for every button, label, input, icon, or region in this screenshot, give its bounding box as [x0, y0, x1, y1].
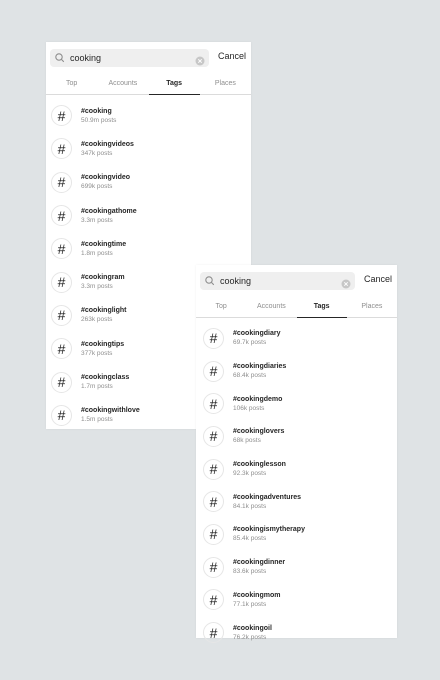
post-count: 699k posts	[81, 183, 113, 191]
hashtag-icon: #	[203, 491, 224, 512]
post-count: 347k posts	[81, 149, 113, 157]
tab-bar	[46, 74, 251, 95]
hashtag-icon: #	[51, 138, 72, 159]
post-count: 377k posts	[81, 349, 113, 357]
hashtag-icon: #	[51, 105, 72, 126]
hashtag-result-row[interactable]	[46, 232, 251, 265]
hashtag-icon: #	[203, 393, 224, 414]
hashtag-icon: #	[203, 361, 224, 382]
post-count: 3.3m posts	[81, 216, 113, 224]
post-count: 83.6k posts	[233, 568, 267, 576]
hashtag-result-row[interactable]	[196, 453, 397, 486]
search-panel-2	[196, 265, 397, 641]
tab-top[interactable]: Top	[65, 80, 78, 87]
hashtag-result-row[interactable]	[196, 420, 397, 453]
post-count: 77.1k posts	[233, 600, 267, 608]
hashtag-name: #cookingclass	[81, 374, 130, 382]
post-count: 84.1k posts	[233, 502, 267, 510]
tab-places[interactable]: Places	[361, 303, 383, 310]
results-list	[196, 318, 397, 649]
hashtag-name: #cookinglight	[81, 307, 127, 315]
search-bar	[46, 42, 251, 74]
clear-icon[interactable]	[195, 53, 205, 63]
tab-tags[interactable]: Tags	[149, 74, 200, 94]
tab-tags[interactable]: Tags	[297, 297, 347, 317]
post-count: 1.8m posts	[81, 249, 113, 257]
hashtag-icon: #	[51, 272, 72, 293]
hashtag-result-row[interactable]	[196, 551, 397, 584]
cancel-button[interactable]: Cancel	[217, 51, 246, 61]
hashtag-icon: #	[51, 405, 72, 426]
post-count: 85.4k posts	[233, 535, 267, 543]
hashtag-result-row[interactable]	[196, 584, 397, 617]
hashtag-result-row[interactable]	[196, 322, 397, 355]
hashtag-name: #cookingdiaries	[233, 363, 287, 371]
hashtag-icon: #	[51, 238, 72, 259]
hashtag-icon: #	[51, 205, 72, 226]
tab-accounts[interactable]: Accounts	[108, 80, 138, 87]
hashtag-result-row[interactable]	[46, 199, 251, 232]
cancel-button[interactable]: Cancel	[363, 274, 392, 284]
hashtag-result-row[interactable]	[46, 132, 251, 165]
post-count: 106k posts	[233, 404, 265, 412]
hashtag-icon: #	[51, 338, 72, 359]
hashtag-name: #cookingtime	[81, 240, 127, 248]
clear-icon[interactable]	[341, 276, 351, 286]
post-count: 263k posts	[81, 316, 113, 324]
hashtag-name: #cookingtips	[81, 340, 125, 348]
hashtag-result-row[interactable]	[196, 355, 397, 388]
hashtag-result-row[interactable]	[196, 518, 397, 551]
post-count: 92.3k posts	[233, 470, 267, 478]
post-count: 69.7k posts	[233, 339, 267, 347]
hashtag-name: #cookingmom	[233, 591, 281, 599]
search-input[interactable]	[67, 50, 185, 66]
post-count: 68.4k posts	[233, 372, 267, 380]
hashtag-name: #cookingwithlove	[81, 407, 140, 415]
hashtag-result-row[interactable]	[196, 485, 397, 518]
tab-bar	[196, 297, 397, 318]
hashtag-icon: #	[203, 524, 224, 545]
post-count: 68k posts	[233, 437, 261, 445]
hashtag-name: #cookingoil	[233, 624, 272, 632]
hashtag-icon: #	[51, 172, 72, 193]
search-field[interactable]	[200, 272, 355, 290]
tab-top[interactable]: Top	[215, 303, 227, 310]
hashtag-result-row[interactable]	[46, 99, 251, 132]
hashtag-name: #cookingvideos	[81, 140, 134, 148]
search-icon	[203, 274, 217, 288]
hashtag-icon: #	[203, 328, 224, 349]
post-count: 1.7m posts	[81, 383, 113, 391]
search-icon	[53, 51, 67, 65]
search-bar	[196, 265, 397, 297]
post-count: 76.2k posts	[233, 633, 267, 641]
tab-places[interactable]: Places	[214, 80, 236, 87]
hashtag-result-row[interactable]	[196, 387, 397, 420]
hashtag-name: #cookingdinner	[233, 559, 286, 567]
hashtag-icon: #	[203, 557, 224, 578]
hashtag-result-row[interactable]	[46, 166, 251, 199]
post-count: 50.9m posts	[81, 116, 117, 124]
hashtag-icon: #	[203, 589, 224, 610]
hashtag-name: #cookingathome	[81, 207, 137, 215]
search-field[interactable]	[50, 49, 209, 67]
hashtag-name: #cookinglovers	[233, 428, 285, 436]
post-count: 1.5m posts	[81, 416, 113, 424]
post-count: 3.3m posts	[81, 283, 113, 291]
hashtag-name: #cookingismytherapy	[233, 526, 305, 534]
tab-accounts[interactable]: Accounts	[256, 303, 286, 310]
hashtag-icon: #	[203, 426, 224, 447]
hashtag-icon: #	[203, 459, 224, 480]
hashtag-result-row[interactable]	[196, 616, 397, 649]
hashtag-name: #cookingdemo	[233, 395, 283, 403]
hashtag-icon: #	[51, 372, 72, 393]
hashtag-name: #cookingvideo	[81, 174, 131, 182]
hashtag-name: #cookingdiary	[233, 330, 281, 338]
hashtag-name: #cookingadventures	[233, 493, 302, 501]
hashtag-name: #cookinglesson	[233, 461, 286, 469]
hashtag-icon: #	[203, 622, 224, 643]
search-input[interactable]	[217, 273, 335, 289]
hashtag-name: #cooking	[81, 107, 112, 115]
hashtag-icon: #	[51, 305, 72, 326]
hashtag-name: #cookingram	[81, 274, 125, 282]
